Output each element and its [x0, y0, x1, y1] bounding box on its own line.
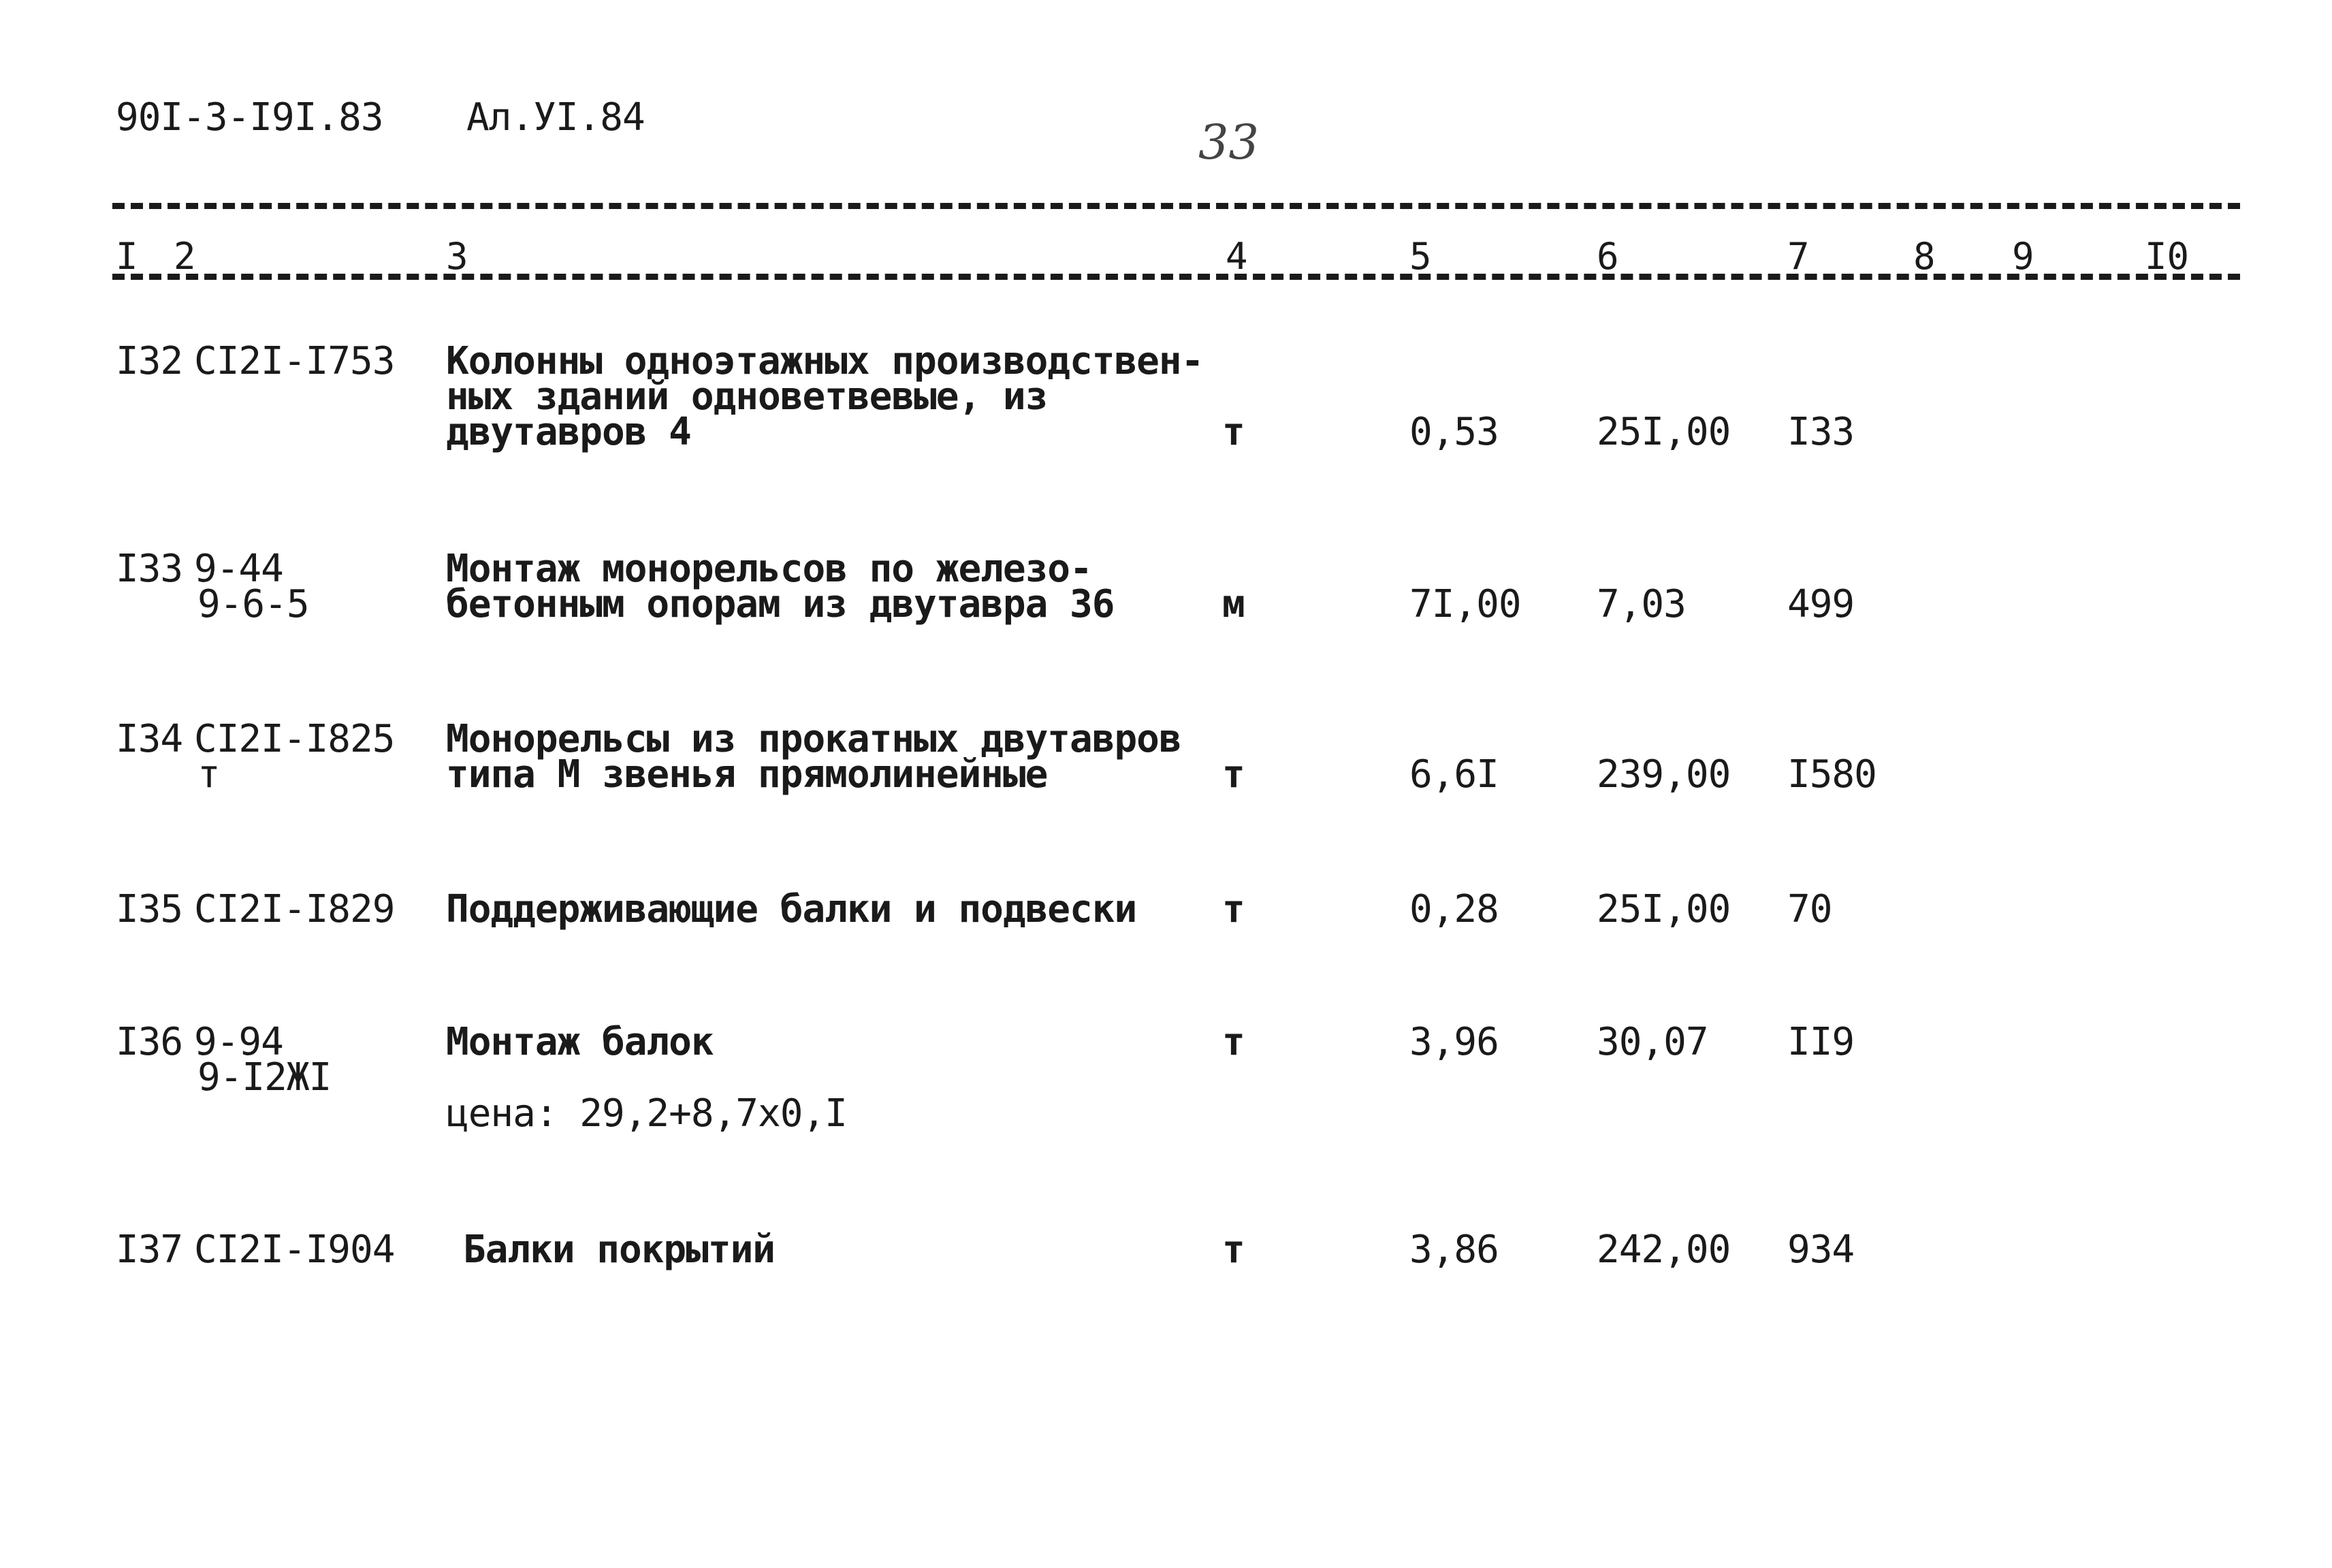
row-number: I36 — [116, 1020, 183, 1064]
row-code: CI2I-I753 — [194, 339, 395, 383]
row-total-cost: II9 — [1787, 1020, 1855, 1064]
row-code: 9-I2ЖI — [197, 1055, 332, 1100]
top-dashed-rule — [112, 203, 2240, 209]
row-name: двутавров 4 — [446, 410, 691, 454]
row-code: 9-44 — [194, 547, 283, 591]
row-number: I37 — [116, 1228, 183, 1272]
column-number: I — [116, 235, 138, 278]
row-name: бетонным опорам из двутавра 36 — [446, 582, 1115, 626]
row-quantity: 0,28 — [1409, 887, 1499, 931]
row-total-cost: 70 — [1787, 887, 1832, 931]
row-number: I33 — [116, 547, 183, 591]
row-unit-price: 25I,00 — [1597, 410, 1731, 454]
row-total-cost: I33 — [1787, 410, 1855, 454]
row-unit-price: 242,00 — [1597, 1228, 1731, 1272]
row-total-cost: 499 — [1787, 582, 1855, 626]
column-number: I0 — [2145, 235, 2190, 278]
row-code: CI2I-I829 — [194, 887, 395, 931]
row-number: I35 — [116, 887, 183, 931]
page-number: 33 — [1198, 114, 1260, 170]
row-unit: т — [1222, 752, 1245, 797]
row-unit: т — [1222, 410, 1245, 454]
column-number: 6 — [1597, 235, 1619, 278]
row-price-note: цена: 29,2+8,7x0,I — [446, 1091, 847, 1136]
column-number: 4 — [1226, 235, 1248, 278]
row-name: Монтаж монорельсов по железо- — [446, 547, 1092, 591]
column-number: 5 — [1409, 235, 1432, 278]
row-name: Монтаж балок — [446, 1020, 714, 1064]
row-code: т — [197, 752, 220, 797]
row-unit: м — [1222, 582, 1245, 626]
row-name: Колонны одноэтажных производствен- — [446, 339, 1204, 383]
row-quantity: 6,6I — [1409, 752, 1499, 797]
column-number: 8 — [1913, 235, 1936, 278]
row-name: Балки покрытий — [463, 1228, 776, 1272]
column-number: 9 — [2012, 235, 2034, 278]
row-name: Монорельсы из прокатных двутавров — [446, 717, 1181, 761]
row-quantity: 3,86 — [1409, 1228, 1499, 1272]
row-name: ных зданий одноветвевые, из — [446, 374, 1048, 419]
row-unit: т — [1222, 1020, 1245, 1064]
row-quantity: 0,53 — [1409, 410, 1499, 454]
column-number: 2 — [174, 235, 196, 278]
row-code: 9-94 — [194, 1020, 283, 1064]
row-total-cost: I580 — [1787, 752, 1876, 797]
row-unit: т — [1222, 887, 1245, 931]
row-number: I32 — [116, 339, 183, 383]
row-quantity: 3,96 — [1409, 1020, 1499, 1064]
row-unit-price: 7,03 — [1597, 582, 1686, 626]
album-ref: Ал.УI.84 — [466, 95, 645, 140]
row-unit-price: 30,07 — [1597, 1020, 1708, 1064]
row-code: 9-6-5 — [197, 582, 309, 626]
doc-code: 90I-3-I9I.83 — [116, 95, 383, 140]
row-unit-price: 239,00 — [1597, 752, 1731, 797]
row-unit: т — [1222, 1228, 1245, 1272]
row-total-cost: 934 — [1787, 1228, 1855, 1272]
row-number: I34 — [116, 717, 183, 761]
row-name: типа М звенья прямолинейные — [446, 752, 1048, 797]
row-unit-price: 25I,00 — [1597, 887, 1731, 931]
column-number: 7 — [1787, 235, 1810, 278]
row-name: Поддерживающие балки и подвески — [446, 887, 1137, 931]
row-code: CI2I-I904 — [194, 1228, 395, 1272]
column-number: 3 — [446, 235, 468, 278]
row-quantity: 7I,00 — [1409, 582, 1521, 626]
column-dashed-rule — [112, 274, 2240, 280]
row-code: CI2I-I825 — [194, 717, 395, 761]
